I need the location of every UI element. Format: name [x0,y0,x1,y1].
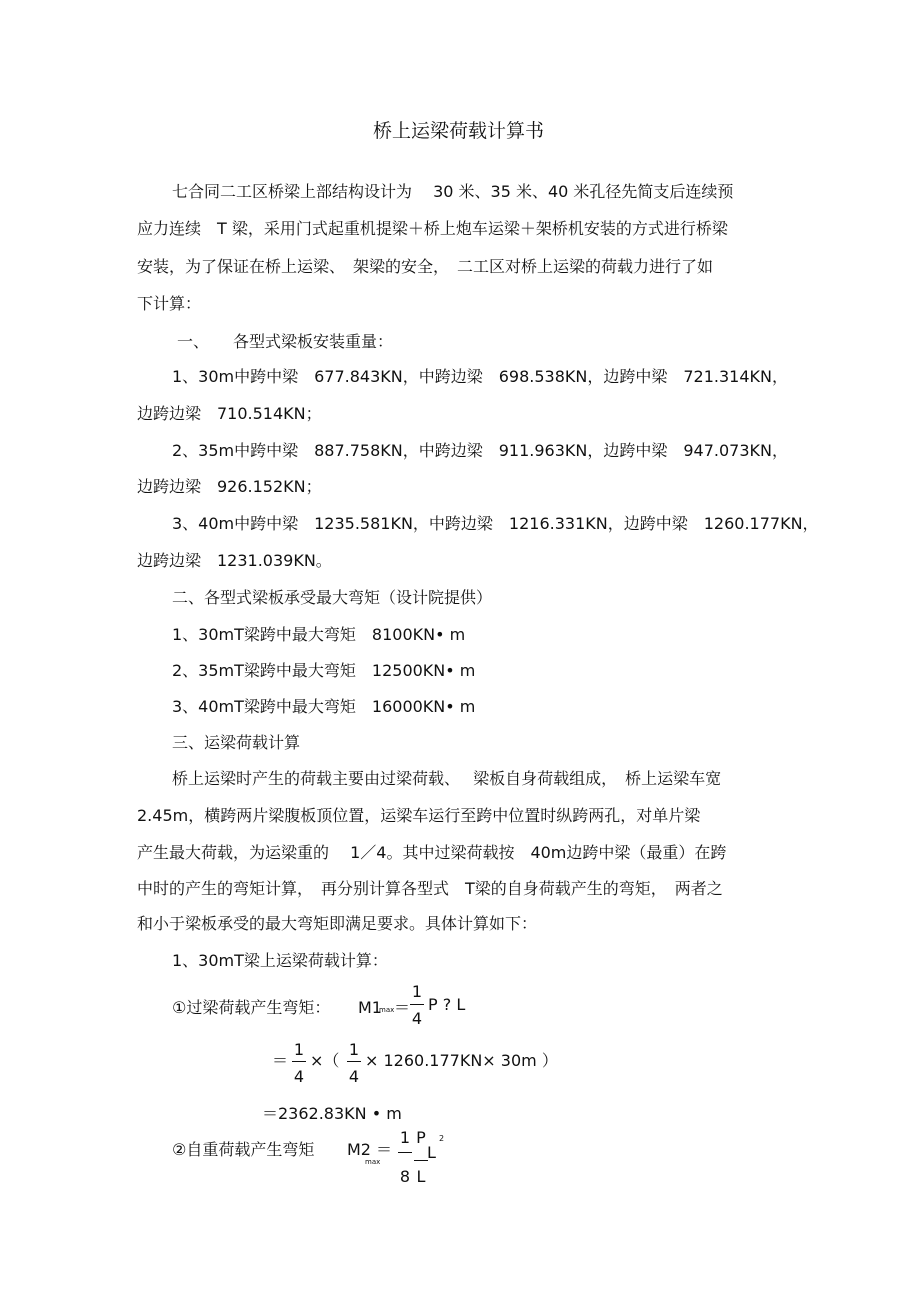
section2-item3: 3、40mT梁跨中最大弯矩 16000KN• m [172,697,476,716]
formula4-denominator-2: L [416,1167,426,1186]
section3-heading: 三、运梁荷载计算 [172,733,301,752]
formula4-equals: ＝ [376,1140,393,1159]
formula4-lhs: M2 [347,1140,371,1159]
formula2-equals: ＝ [272,1051,289,1070]
formula2-numerator-2: 1 [348,1040,360,1059]
section2-heading: 二、各型式梁板承受最大弯矩（设计院提供） [172,588,493,607]
section1-item3-line1: 3、40m中跨中梁 1235.581KN，中跨边梁 1216.331KN，边跨中梁 1260.177KN， [172,514,819,533]
formula4-label: ②自重荷载产生弯矩 [172,1140,315,1159]
formula1-rhs: P ? L [428,995,466,1014]
section1-item2-line1: 2、35m中跨中梁 887.758KN，中跨边梁 911.963KN，边跨中梁 947.073KN， [172,441,789,460]
formula2-numerator-1: 1 [293,1040,305,1059]
formula4-fraction-bar-1 [398,1152,412,1153]
formula2-fraction-bar-2 [347,1061,361,1062]
formula2-denominator-1: 4 [293,1067,305,1086]
formula4-numerator-2: P [416,1128,426,1147]
formula1-fraction-bar [410,1004,424,1005]
intro-line-3: 安装，为了保证在桥上运梁、 架梁的安全， 二工区对桥上运梁的荷载力进行了如 [137,257,714,276]
formula4-tail: L [427,1143,436,1162]
formula1-label: ①过梁荷载产生弯矩： [172,998,331,1017]
formula2-times-open: ×（ [310,1051,340,1070]
formula4-subscript: max [365,1158,381,1166]
formula1-equals: ＝ [394,998,411,1017]
formula4-denominator-1: 8 [399,1167,411,1186]
section1-item1-line1: 1、30m中跨中梁 677.843KN，中跨边梁 698.538KN，边跨中梁 721.314KN， [172,367,789,386]
formula2-denominator-2: 4 [348,1067,360,1086]
intro-line-4: 下计算： [137,294,202,313]
formula2-fraction-bar-1 [292,1061,306,1062]
section3-paragraph-line1: 桥上运梁时产生的荷载主要由过梁荷载、 梁板自身荷载组成， 桥上运梁车宽 [172,769,722,788]
section1-heading: 一、 各型式梁板安装重量： [177,332,394,351]
section1-item2-line2: 边跨边梁 926.152KN； [137,477,322,496]
calc-heading-30m: 1、30mT梁上运梁荷载计算： [172,951,388,970]
section3-paragraph-line2: 2.45m，横跨两片梁腹板顶位置，运梁车运行至跨中位置时纵跨两孔，对单片梁 [137,806,701,825]
document-title: 桥上运梁荷载计算书 [373,120,545,142]
section2-item1: 1、30mT梁跨中最大弯矩 8100KN• m [172,625,466,644]
intro-line-1: 七合同二工区桥梁上部结构设计为 30 米、35 米、40 米孔径先简支后连续预 [172,182,734,201]
section1-item1-line2: 边跨边梁 710.514KN； [137,404,322,423]
section3-paragraph-line4: 中时的产生的弯矩计算， 再分别计算各型式 T梁的自身荷载产生的弯矩， 两者之 [137,879,723,898]
formula3-result: ＝2362.83KN • m [262,1104,402,1123]
formula4-fraction-bar-2 [414,1160,428,1161]
formula1-denominator: 4 [411,1009,423,1028]
formula4-superscript: 2 [439,1134,445,1143]
formula1-lhs: M1 [358,998,382,1017]
section3-paragraph-line5: 和小于梁板承受的最大弯矩即满足要求。具体计算如下： [137,914,538,933]
intro-line-2: 应力连续 T 梁，采用门式起重机提梁＋桥上炮车运梁＋架桥机安装的方式进行桥梁 [137,219,728,238]
formula1-subscript: max [379,1006,395,1014]
formula1-numerator: 1 [411,982,423,1001]
section2-item2: 2、35mT梁跨中最大弯矩 12500KN• m [172,661,476,680]
section1-item3-line2: 边跨边梁 1231.039KN。 [137,551,332,570]
section3-paragraph-line3: 产生最大荷载，为运梁重的 1／4。其中过梁荷载按 40m边跨中梁（最重）在跨 [137,843,727,862]
formula2-rhs: × 1260.177KN× 30m ） [365,1051,558,1070]
formula4-numerator-1: 1 [399,1128,411,1147]
